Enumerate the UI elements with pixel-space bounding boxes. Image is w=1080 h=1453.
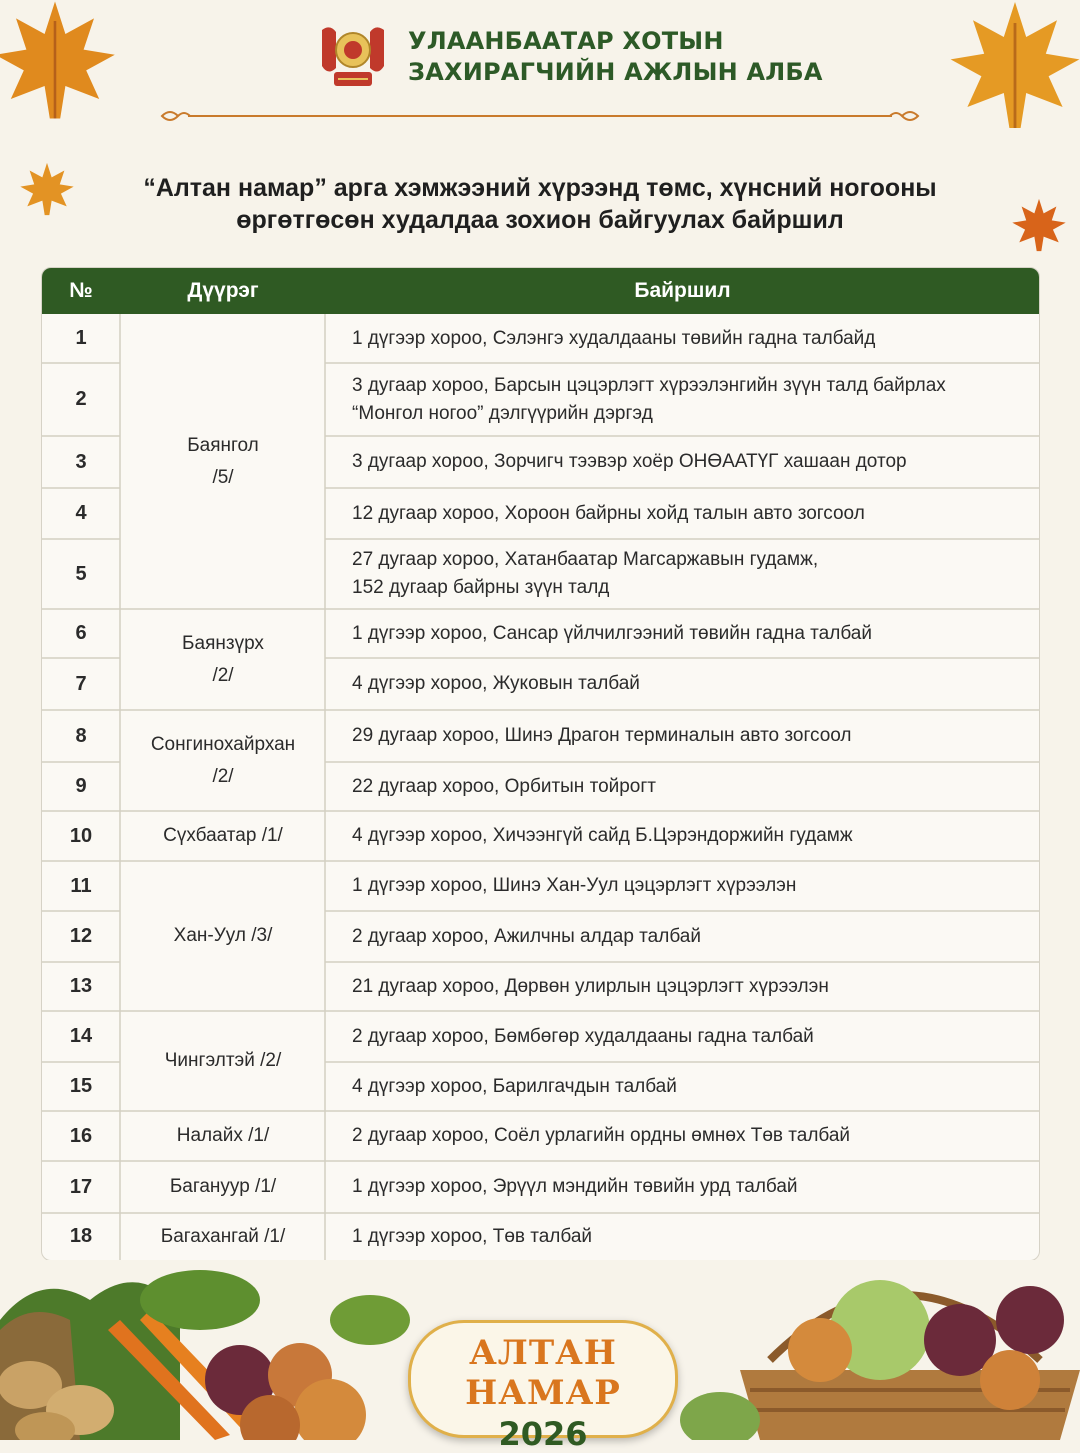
row-location <box>352 363 1032 436</box>
badge-title: АЛТАН НАМАР <box>465 1333 621 1413</box>
row-number: 10 <box>69 824 93 847</box>
row-location <box>352 762 1032 811</box>
district-count: /2/ <box>212 664 234 686</box>
district-name: Хан-Уул /3/ <box>173 925 273 946</box>
district-name: Баянзүрх <box>182 632 264 654</box>
district-cell <box>121 861 325 1011</box>
maple-leaf-icon <box>945 0 1080 135</box>
location-line: 29 дугаар хороо, Шинэ Драгон терминалын авто зогсоол <box>352 725 852 746</box>
row-number: 15 <box>69 1075 93 1097</box>
row-location <box>352 1111 1032 1161</box>
row-number: 1 <box>75 327 87 349</box>
row-number: 4 <box>75 502 87 524</box>
maple-leaf-icon <box>1010 196 1068 254</box>
row-number: 9 <box>75 775 87 797</box>
city-emblem-icon <box>316 22 390 92</box>
location-line: 27 дугаар хороо, Хатанбаатар Магсаржавын гудамж, <box>352 549 819 570</box>
row-number: 16 <box>69 1124 93 1147</box>
district-name: Сүхбаатар /1/ <box>163 825 283 846</box>
row-location <box>352 314 1032 363</box>
row-number: 14 <box>69 1025 93 1047</box>
row-number: 5 <box>75 562 87 585</box>
location-line: 12 дугаар хороо, Хороон байрны хойд талын авто зогсоол <box>352 502 865 524</box>
row-number: 17 <box>69 1175 93 1198</box>
district-name: Багануур /1/ <box>169 1176 277 1197</box>
location-line: 4 дүгээр хороо, Барилгачдын талбай <box>352 1075 677 1097</box>
location-line: 152 дугаар байрны зүүн талд <box>352 577 610 598</box>
header-location: Байршил <box>634 279 731 302</box>
row-location <box>352 1213 1032 1260</box>
maple-leaf-icon <box>0 0 120 130</box>
row-location <box>352 1062 1032 1111</box>
row-number: 13 <box>69 975 93 997</box>
district-name: Багахангай /1/ <box>160 1225 286 1247</box>
location-line: 1 дүгээр хороо, Шинэ Хан-Уул цэцэрлэгт хүрээлэн <box>352 875 797 896</box>
location-line: 1 дүгээр хороо, Эрүүл мэндийн төвийн урд талбай <box>352 1176 798 1197</box>
district-cell <box>121 811 325 861</box>
page-title <box>70 172 1010 236</box>
location-line: “Монгол ногоо” дэлгүүрийн дэргэд <box>352 402 653 424</box>
location-line: 2 дугаар хороо, Ажилчны алдар талбай <box>352 925 701 947</box>
ornament-divider <box>158 106 922 126</box>
row-number: 8 <box>75 724 87 747</box>
row-location <box>352 658 1032 710</box>
row-number: 12 <box>69 925 93 947</box>
badge-year: 2026 <box>498 1415 588 1453</box>
row-location <box>352 811 1032 861</box>
location-line: 2 дугаар хороо, Соёл урлагийн ордны өмнөх Төв талбай <box>352 1125 851 1146</box>
row-number: 3 <box>75 450 87 473</box>
district-name: Сонгинохайрхан <box>150 733 296 755</box>
row-number: 2 <box>75 388 87 410</box>
row-location <box>352 609 1032 658</box>
page-title-line1: “Алтан намар” арга хэмжээний хүрээнд төмс, хүнсний ногооны <box>143 174 937 202</box>
location-line: 3 дугаар хороо, Барсын цэцэрлэгт хүрээлэнгийн зүүн талд байрлах <box>352 374 946 396</box>
district-cell <box>121 1213 325 1260</box>
maple-leaf-icon <box>18 158 76 220</box>
district-count: /5/ <box>212 466 234 488</box>
district-count: /2/ <box>212 765 234 787</box>
row-location <box>352 539 1032 609</box>
district-name: Налайх /1/ <box>176 1125 270 1146</box>
district-name: Чингэлтэй /2/ <box>164 1050 282 1071</box>
row-location <box>352 962 1032 1011</box>
table-header <box>42 268 1039 314</box>
org-name-line1: УЛААНБААТАР ХОТЫН <box>408 27 724 55</box>
row-number: 18 <box>69 1225 93 1247</box>
location-line: 21 дугаар хороо, Дөрвөн улирлын цэцэрлэгт хүрээлэн <box>352 975 829 997</box>
row-location <box>352 436 1032 488</box>
location-line: 22 дугаар хороо, Орбитын тойрогт <box>352 775 657 797</box>
header-number: № <box>69 279 93 302</box>
location-line: 1 дүгээр хороо, Сэлэнгэ худалдааны төвийн гадна талбайд <box>352 327 876 349</box>
row-number: 11 <box>70 874 92 897</box>
locations-table <box>41 267 1040 1261</box>
location-line: 1 дүгээр хороо, Төв талбай <box>352 1225 593 1247</box>
org-name-line2: ЗАХИРАГЧИЙН АЖЛЫН АЛБА <box>408 58 823 86</box>
header <box>316 22 823 92</box>
page-title-line2: өргөтгөсөн худалдаа зохион байгуулах байршил <box>236 206 844 234</box>
row-location <box>352 1011 1032 1062</box>
location-line: 2 дугаар хороо, Бөмбөгөр худалдааны гадна талбай <box>352 1025 814 1047</box>
district-cell <box>121 710 325 811</box>
row-location <box>352 488 1032 539</box>
district-cell <box>121 1011 325 1111</box>
header-district: Дүүрэг <box>187 279 259 302</box>
row-number: 7 <box>75 672 87 695</box>
row-location <box>352 710 1032 762</box>
row-location <box>352 1161 1032 1213</box>
district-cell <box>121 1111 325 1161</box>
location-line: 4 дүгээр хороо, Жуковын талбай <box>352 673 640 694</box>
district-cell <box>121 1161 325 1213</box>
row-location <box>352 861 1032 911</box>
row-number: 6 <box>75 622 87 644</box>
altan-namar-badge <box>408 1320 678 1453</box>
district-cell <box>121 314 325 609</box>
district-cell <box>121 609 325 710</box>
district-name: Баянгол <box>187 434 259 456</box>
row-location <box>352 911 1032 962</box>
location-line: 4 дүгээр хороо, Хичээнгүй сайд Б.Цэрэндоржийн гудамж <box>352 825 853 846</box>
location-line: 3 дугаар хороо, Зорчигч тээвэр хоёр ОНӨААТҮГ хашаан дотор <box>352 451 907 472</box>
location-line: 1 дүгээр хороо, Сансар үйлчилгээний төвийн гадна талбай <box>352 622 872 644</box>
